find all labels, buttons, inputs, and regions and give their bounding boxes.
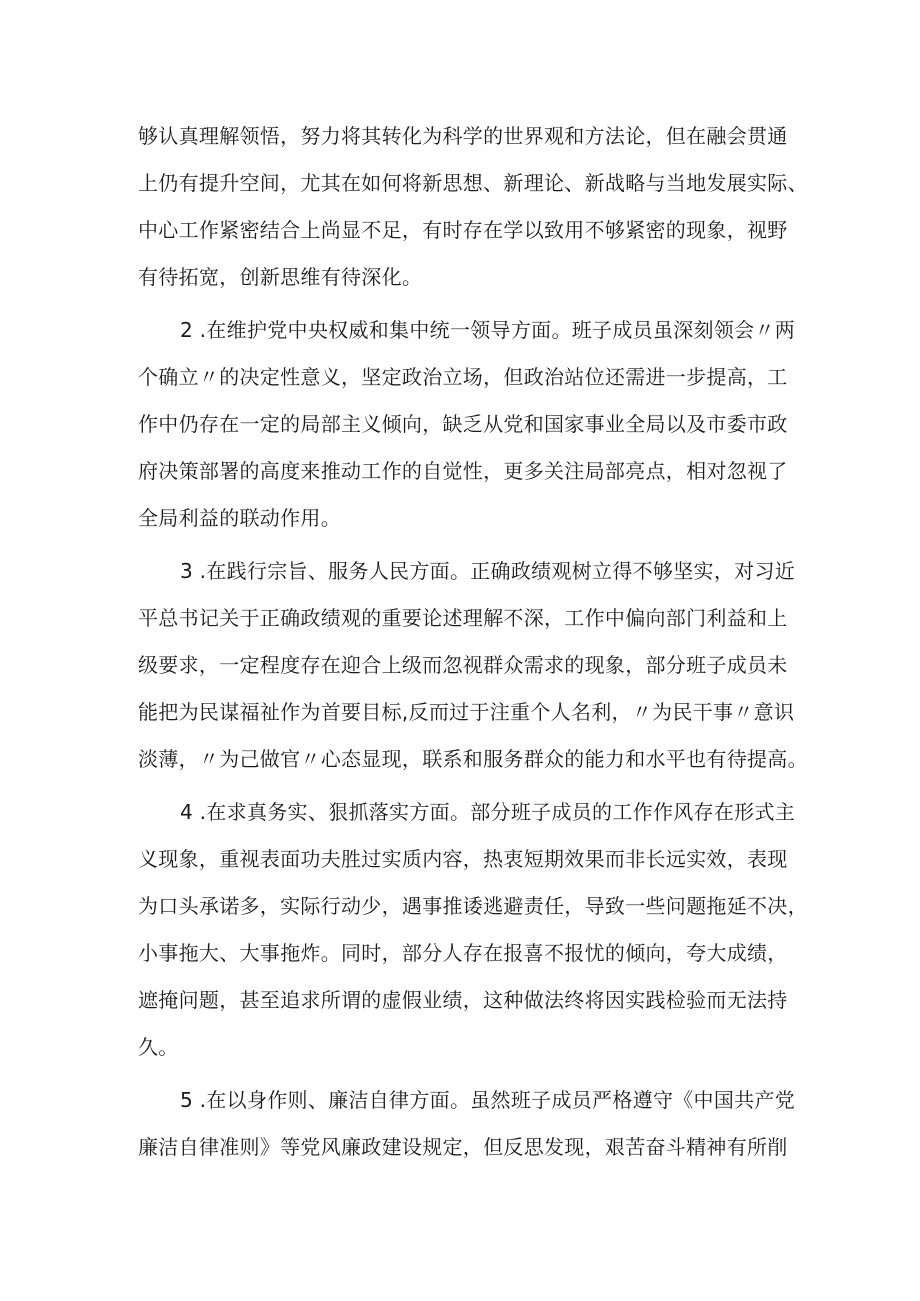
text-line: 上仍有提升空间，尤其在如何将新思想、新理论、新战略与当地发展实际、 [138,171,808,195]
text-line: 遮掩问题，甚至追求所谓的虚假业绩，这种做法终将因实践检验而无法持 [138,988,788,1012]
text-line: 个确立〃的决定性意义，坚定政治立场，但政治站位还需进一步提高，工 [138,365,788,389]
text-line: 义现象，重视表面功夫胜过实质内容，热衷短期效果而非长远实效，表现 [138,847,788,871]
text-line: 淡薄，〃为己做官〃心态显现，联系和服务群众的能力和水平也有待提高。 [138,747,808,771]
paragraph-4-start: 4 .在求真务实、狠抓落实方面。部分班子成员的工作作风存在形式主 [180,800,796,824]
text-line: 府决策部署的高度来推动工作的自觉性，更多关注局部亮点，相对忽视了 [138,459,788,483]
text-line: 全局利益的联动作用。 [138,506,341,530]
text-line: 够认真理解领悟，努力将其转化为科学的世界观和方法论，但在融会贯通 [138,124,788,148]
text-line: 能把为民谋福祉作为首要目标,反而过于注重个人名利，〃为民干事〃意识 [138,700,795,724]
text-line: 级要求，一定程度存在迎合上级而忽视群众需求的现象，部分班子成员未 [138,653,788,677]
paragraph-5-start: 5 .在以身作则、廉洁自律方面。虽然班子成员严格遵守《中国共产党 [180,1088,796,1112]
paragraph-2-start: 2 .在维护党中央权威和集中统一领导方面。班子成员虽深刻领会〃两 [180,318,796,342]
text-line: 为口头承诺多，实际行动少，遇事推诿逃避责任，导致一些问题拖延不决， [138,894,808,918]
paragraph-3-start: 3 .在践行宗旨、服务人民方面。正确政绩观树立得不够坚实，对习近 [180,559,796,583]
text-line: 小事拖大、大事拖炸。同时，部分人存在报喜不报忧的倾向，夸大成绩， [138,941,788,965]
text-line: 平总书记关于正确政绩观的重要论述理解不深，工作中偏向部门利益和上 [138,606,788,630]
text-line: 作中仍存在一定的局部主义倾向，缺乏从党和国家事业全局以及市委市政 [138,412,788,436]
text-line: 有待拓宽，创新思维有待深化。 [138,265,423,289]
text-line: 久。 [138,1035,179,1059]
text-line: 中心工作紧密结合上尚显不足，有时存在学以致用不够紧密的现象，视野 [138,218,788,242]
text-line: 廉洁自律准则》等党风廉政建设规定，但反思发现，艰苦奋斗精神有所削 [138,1135,788,1159]
